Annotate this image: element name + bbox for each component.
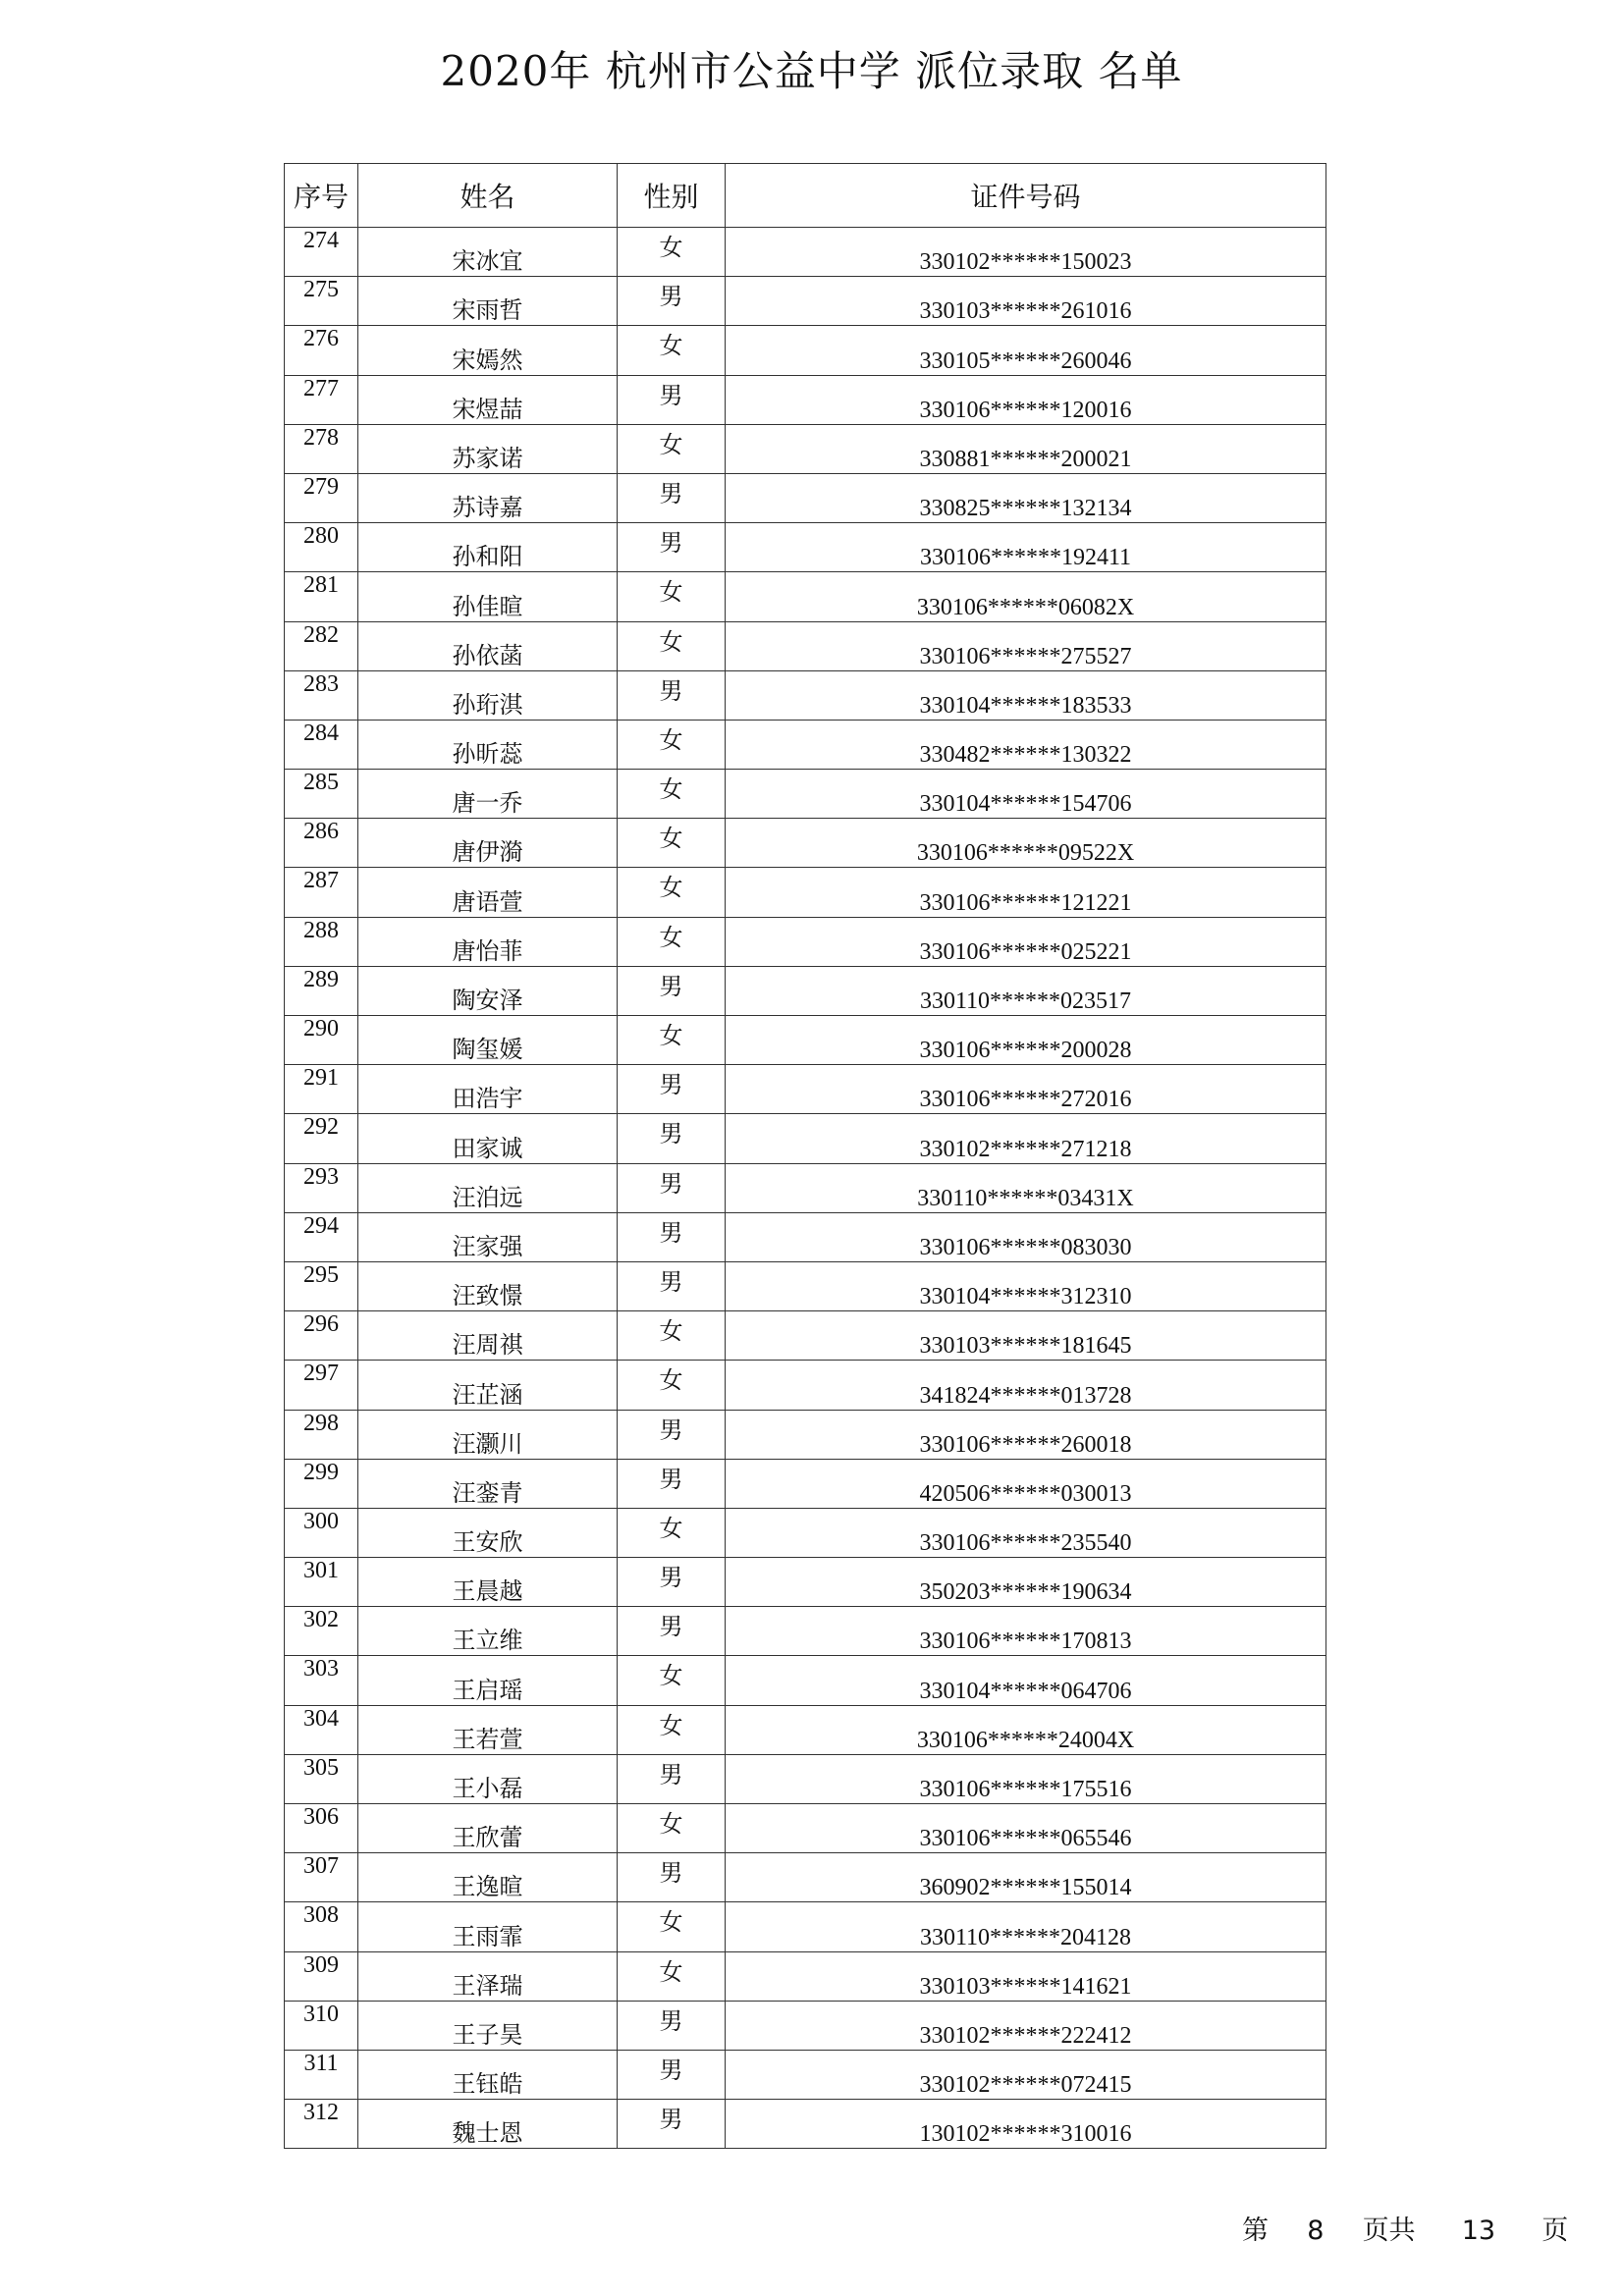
header-name: 姓名 [358,164,618,228]
row-gender: 男 [618,1853,726,1902]
row-name: 汪灏川 [358,1410,618,1459]
row-gender: 女 [618,868,726,917]
row-id-number: 330102******271218 [726,1114,1326,1163]
row-gender: 男 [618,375,726,424]
row-seq: 308 [285,1902,358,1951]
row-name: 王逸暄 [358,1853,618,1902]
row-seq: 275 [285,277,358,326]
table-row [285,1902,1326,1951]
row-id-number: 330106******170813 [726,1607,1326,1656]
row-seq: 309 [285,1951,358,2001]
row-seq: 280 [285,523,358,572]
table-body [285,228,1326,2149]
row-name: 唐一乔 [358,770,618,819]
row-id-number: 330104******064706 [726,1656,1326,1705]
table-row [285,1065,1326,1114]
row-id-number: 330106******065546 [726,1804,1326,1853]
row-gender: 男 [618,2001,726,2050]
row-gender: 男 [618,1065,726,1114]
row-id-number: 330106******025221 [726,917,1326,966]
table-row [285,1311,1326,1361]
row-gender: 女 [618,819,726,868]
row-seq: 292 [285,1114,358,1163]
row-id-number: 330825******132134 [726,473,1326,522]
row-id-number: 330106******083030 [726,1212,1326,1261]
row-seq: 283 [285,670,358,720]
row-name: 王钰皓 [358,2050,618,2099]
footer-suffix: 页 [1542,2216,1569,2246]
row-name: 汪芷涵 [358,1361,618,1410]
row-id-number: 330106******260018 [726,1410,1326,1459]
row-gender: 女 [618,424,726,473]
row-seq: 284 [285,720,358,769]
row-gender: 男 [618,473,726,522]
row-id-number: 330110******023517 [726,966,1326,1015]
table-row [285,572,1326,621]
table-row [285,1361,1326,1410]
row-name: 宋雨哲 [358,277,618,326]
row-name: 孙依菡 [358,621,618,670]
row-seq: 287 [285,868,358,917]
row-seq: 295 [285,1261,358,1310]
row-id-number: 130102******310016 [726,2100,1326,2149]
row-seq: 286 [285,819,358,868]
row-name: 王小磊 [358,1754,618,1803]
row-gender: 男 [618,1607,726,1656]
row-gender: 男 [618,523,726,572]
table-row [285,1656,1326,1705]
table-row [285,277,1326,326]
row-name: 王启瑶 [358,1656,618,1705]
row-seq: 307 [285,1853,358,1902]
row-name: 汪銮青 [358,1459,618,1508]
row-name: 唐伊漪 [358,819,618,868]
table-row [285,621,1326,670]
row-id-number: 330106******06082X [726,572,1326,621]
row-id-number: 330106******24004X [726,1705,1326,1754]
row-name: 陶安泽 [358,966,618,1015]
row-name: 王欣蕾 [358,1804,618,1853]
row-seq: 303 [285,1656,358,1705]
row-seq: 312 [285,2100,358,2149]
row-id-number: 350203******190634 [726,1558,1326,1607]
row-seq: 288 [285,917,358,966]
row-id-number: 330106******120016 [726,375,1326,424]
table-row [285,375,1326,424]
table-row [285,1114,1326,1163]
table-row [285,1754,1326,1803]
row-name: 苏家诺 [358,424,618,473]
row-name: 唐怡菲 [358,917,618,966]
row-id-number: 330102******150023 [726,228,1326,277]
row-gender: 女 [618,1951,726,2001]
row-seq: 301 [285,1558,358,1607]
row-id-number: 330104******154706 [726,770,1326,819]
table-row [285,1212,1326,1261]
row-id-number: 330103******141621 [726,1951,1326,2001]
row-gender: 男 [618,1459,726,1508]
row-gender: 女 [618,1508,726,1557]
row-seq: 294 [285,1212,358,1261]
row-name: 陶玺媛 [358,1016,618,1065]
row-seq: 304 [285,1705,358,1754]
table-row [285,1607,1326,1656]
row-gender: 女 [618,1656,726,1705]
row-id-number: 330106******275527 [726,621,1326,670]
row-name: 孙昕蕊 [358,720,618,769]
row-gender: 女 [618,1804,726,1853]
table-row [285,1016,1326,1065]
row-id-number: 330482******130322 [726,720,1326,769]
admission-list-table [284,163,1326,2149]
table-row [285,1558,1326,1607]
row-name: 王若萱 [358,1705,618,1754]
table-row [285,720,1326,769]
footer-prefix: 第 [1242,2216,1269,2246]
table-row [285,1951,1326,2001]
row-name: 宋煜喆 [358,375,618,424]
row-gender: 男 [618,1114,726,1163]
row-seq: 300 [285,1508,358,1557]
row-gender: 男 [618,1754,726,1803]
table-row [285,966,1326,1015]
row-gender: 男 [618,2100,726,2149]
row-seq: 299 [285,1459,358,1508]
row-name: 田浩宇 [358,1065,618,1114]
row-id-number: 330106******272016 [726,1065,1326,1114]
row-gender: 男 [618,1261,726,1310]
row-name: 田家诚 [358,1114,618,1163]
row-seq: 296 [285,1311,358,1361]
row-id-number: 330103******181645 [726,1311,1326,1361]
row-name: 王安欣 [358,1508,618,1557]
row-name: 宋嫣然 [358,326,618,375]
table-row [285,326,1326,375]
row-name: 王雨霏 [358,1902,618,1951]
row-seq: 281 [285,572,358,621]
row-id-number: 330106******192411 [726,523,1326,572]
table-row [285,868,1326,917]
row-seq: 311 [285,2050,358,2099]
row-id-number: 330106******09522X [726,819,1326,868]
row-gender: 男 [618,670,726,720]
row-seq: 310 [285,2001,358,2050]
row-seq: 298 [285,1410,358,1459]
row-seq: 302 [285,1607,358,1656]
table-row [285,523,1326,572]
table-row [285,473,1326,522]
row-id-number: 330106******175516 [726,1754,1326,1803]
row-gender: 女 [618,917,726,966]
row-gender: 男 [618,1410,726,1459]
header-seq: 序号 [285,164,358,228]
row-seq: 277 [285,375,358,424]
row-id-number: 330105******260046 [726,326,1326,375]
row-id-number: 330106******121221 [726,868,1326,917]
row-gender: 女 [618,770,726,819]
row-seq: 306 [285,1804,358,1853]
row-id-number: 330102******072415 [726,2050,1326,2099]
row-name: 汪泊远 [358,1163,618,1212]
row-id-number: 330881******200021 [726,424,1326,473]
row-gender: 女 [618,326,726,375]
table-row [285,424,1326,473]
row-id-number: 330110******204128 [726,1902,1326,1951]
table-row [285,2050,1326,2099]
row-name: 苏诗嘉 [358,473,618,522]
row-seq: 279 [285,473,358,522]
table-row [285,917,1326,966]
row-id-number: 330103******261016 [726,277,1326,326]
table-row [285,228,1326,277]
row-gender: 男 [618,966,726,1015]
row-gender: 女 [618,572,726,621]
footer-middle: 页共 [1362,2216,1416,2246]
row-name: 唐语萱 [358,868,618,917]
header-gender: 性别 [618,164,726,228]
row-seq: 278 [285,424,358,473]
row-id-number: 330106******235540 [726,1508,1326,1557]
row-name: 汪家强 [358,1212,618,1261]
row-seq: 293 [285,1163,358,1212]
table-row [285,2100,1326,2149]
row-id-number: 330106******200028 [726,1016,1326,1065]
row-name: 王晨越 [358,1558,618,1607]
row-seq: 290 [285,1016,358,1065]
table-row [285,1261,1326,1310]
table-row [285,1508,1326,1557]
row-id-number: 341824******013728 [726,1361,1326,1410]
row-gender: 男 [618,1212,726,1261]
table-row [285,1163,1326,1212]
row-seq: 305 [285,1754,358,1803]
row-id-number: 330104******312310 [726,1261,1326,1310]
row-gender: 女 [618,1016,726,1065]
row-name: 魏士恩 [358,2100,618,2149]
row-gender: 女 [618,621,726,670]
row-seq: 285 [285,770,358,819]
row-gender: 女 [618,228,726,277]
row-id-number: 330104******183533 [726,670,1326,720]
row-gender: 男 [618,2050,726,2099]
row-name: 王立维 [358,1607,618,1656]
row-seq: 276 [285,326,358,375]
current-page-number: 8 [1307,2216,1325,2246]
table-row [285,1410,1326,1459]
row-name: 孙和阳 [358,523,618,572]
row-name: 孙佳暄 [358,572,618,621]
row-gender: 女 [618,1361,726,1410]
row-id-number: 330102******222412 [726,2001,1326,2050]
total-page-count: 13 [1461,2216,1496,2246]
row-gender: 女 [618,1705,726,1754]
page-title: 2020年 杭州市公益中学 派位录取 名单 [440,47,1183,95]
table-row [285,670,1326,720]
page-footer [1242,2209,1568,2247]
row-name: 宋冰宜 [358,228,618,277]
row-seq: 282 [285,621,358,670]
table-row [285,1459,1326,1508]
table-row [285,2001,1326,2050]
row-name: 汪致憬 [358,1261,618,1310]
header-id-number: 证件号码 [726,164,1326,228]
row-id-number: 330110******03431X [726,1163,1326,1212]
table-row [285,1705,1326,1754]
row-seq: 297 [285,1361,358,1410]
row-gender: 男 [618,277,726,326]
row-gender: 女 [618,1311,726,1361]
row-name: 孙珩淇 [358,670,618,720]
row-gender: 女 [618,720,726,769]
row-seq: 274 [285,228,358,277]
row-id-number: 360902******155014 [726,1853,1326,1902]
table-header-row [285,164,1326,228]
table-row [285,1804,1326,1853]
row-name: 王泽瑞 [358,1951,618,2001]
table-row [285,770,1326,819]
row-gender: 女 [618,1902,726,1951]
row-seq: 289 [285,966,358,1015]
row-seq: 291 [285,1065,358,1114]
row-name: 汪周祺 [358,1311,618,1361]
row-gender: 男 [618,1163,726,1212]
table-row [285,819,1326,868]
table-row [285,1853,1326,1902]
row-gender: 男 [618,1558,726,1607]
row-name: 王子昊 [358,2001,618,2050]
row-id-number: 420506******030013 [726,1459,1326,1508]
